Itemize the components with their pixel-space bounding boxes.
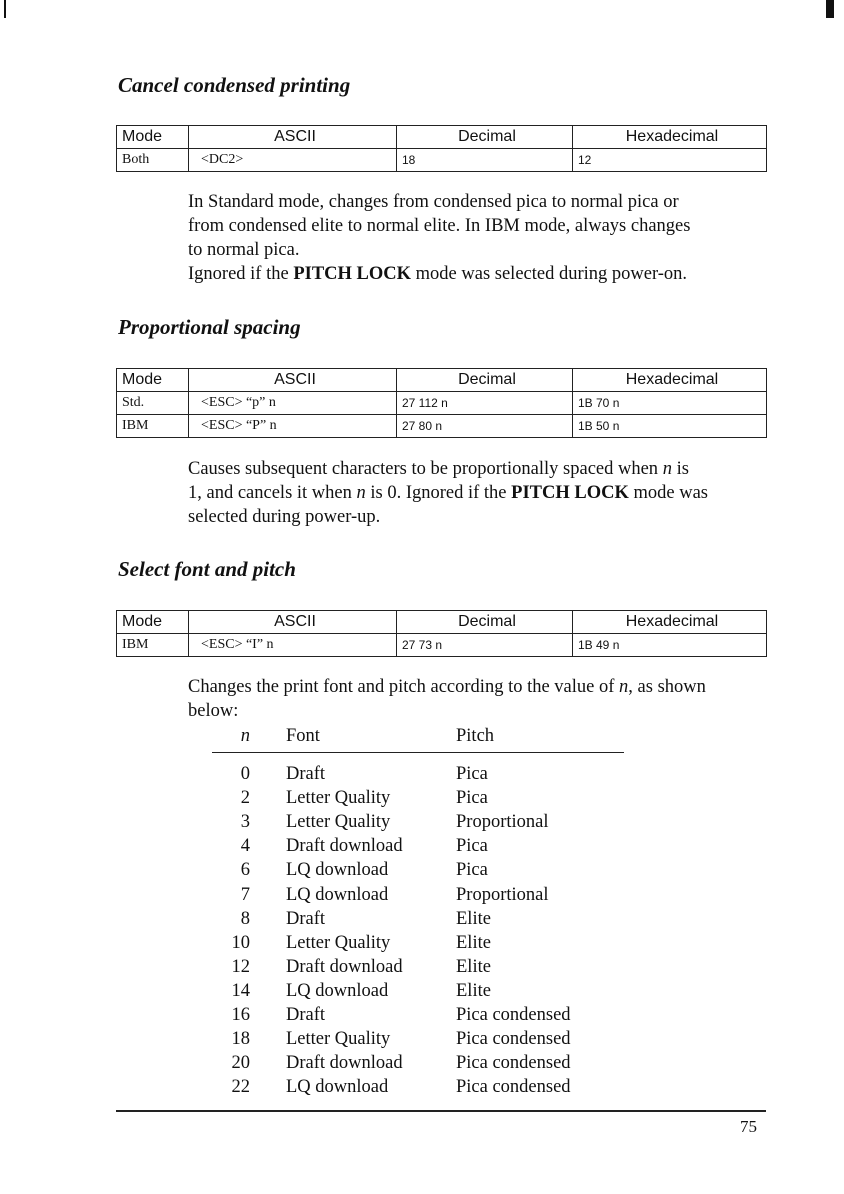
cell-pitch: Elite: [456, 932, 491, 953]
cell-mode: IBM: [117, 415, 189, 438]
crop-mark-right: [826, 0, 834, 18]
page-number: 75: [740, 1117, 757, 1136]
header-mode: Mode: [117, 369, 189, 392]
cell-ascii: <DC2>: [189, 149, 397, 172]
cell-n: 3: [240, 812, 250, 833]
cell-mode: Std.: [117, 392, 189, 415]
cell-font: Draft download: [286, 1053, 403, 1074]
table-header-row: [117, 126, 767, 149]
cell-n: 16: [231, 1005, 250, 1025]
text-line: Changes the print font and pitch according to the value of n, as shown: [188, 677, 706, 697]
cell-font: Letter Quality: [286, 932, 391, 953]
header-pitch: Pitch: [456, 726, 495, 746]
description-select-font-pitch: [188, 675, 768, 723]
cell-n: 10: [231, 932, 250, 953]
cell-decimal: 27 112 n: [397, 392, 573, 415]
cell-pitch: Proportional: [456, 884, 549, 905]
section-title-proportional-spacing: Proportional spacing: [118, 315, 301, 339]
cell-n: 14: [231, 980, 250, 1001]
cell-decimal: 27 80 n: [397, 415, 573, 438]
cell-hexadecimal: 1B 49 n: [573, 634, 767, 657]
crop-mark-left: [4, 0, 6, 18]
text-line: 1, and cancels it when n is 0. Ignored if the PITCH LOCK mode was: [188, 483, 708, 503]
cell-n: 4: [240, 836, 250, 857]
cell-hexadecimal: 1B 50 n: [573, 415, 767, 438]
header-hexadecimal: Hexadecimal: [573, 369, 767, 392]
cell-mode: Both: [117, 149, 189, 172]
header-n: n: [240, 726, 250, 746]
cell-font: Letter Quality: [286, 812, 391, 833]
table-row: [117, 392, 767, 415]
header-ascii: ASCII: [189, 369, 397, 392]
cell-font: Letter Quality: [286, 788, 391, 809]
cell-n: 8: [240, 908, 250, 929]
footer-rule: [116, 1110, 766, 1112]
cell-hexadecimal: 12: [573, 149, 767, 172]
cell-font: LQ download: [286, 1077, 389, 1098]
cell-n: 20: [231, 1053, 250, 1074]
cell-pitch: Pica: [456, 788, 488, 809]
description-proportional-spacing: [188, 457, 768, 529]
pitch-lock-term: PITCH LOCK: [293, 264, 412, 284]
text-line: Ignored if the PITCH LOCK mode was selected during power-on.: [188, 264, 688, 284]
header-mode: Mode: [117, 611, 189, 634]
cell-font: Draft: [286, 764, 326, 784]
header-decimal: Decimal: [397, 611, 573, 634]
cell-ascii: <ESC> “p” n: [189, 392, 397, 415]
text-line: from condensed elite to normal elite. In IBM mode, always changes: [188, 216, 691, 236]
text-line: Causes subsequent characters to be proportionally spaced when n is: [188, 459, 689, 479]
table-header-row: [117, 369, 767, 392]
header-ascii: ASCII: [189, 126, 397, 149]
description-cancel-condensed: [188, 190, 768, 286]
cell-font: LQ download: [286, 884, 389, 905]
cell-hexadecimal: 1B 70 n: [573, 392, 767, 415]
cell-pitch: Pica condensed: [456, 1053, 571, 1074]
cell-font: Draft download: [286, 956, 403, 977]
cell-n: 2: [240, 788, 250, 809]
command-table-proportional-spacing: [116, 368, 767, 438]
header-decimal: Decimal: [397, 126, 573, 149]
section-title-select-font-pitch: Select font and pitch: [118, 557, 296, 581]
cell-pitch: Elite: [456, 956, 491, 977]
cell-mode: IBM: [117, 634, 189, 657]
header-ascii: ASCII: [189, 611, 397, 634]
cell-n: 0: [240, 764, 250, 784]
table-row: [117, 415, 767, 438]
pitch-lock-term: PITCH LOCK: [511, 483, 629, 503]
command-table-cancel-condensed: [116, 125, 767, 172]
text-line: In Standard mode, changes from condensed pica to normal pica or: [188, 192, 679, 212]
cell-n: 7: [240, 884, 250, 905]
cell-font: Draft: [286, 908, 326, 929]
cell-pitch: Pica condensed: [456, 1029, 571, 1050]
cell-pitch: Pica: [456, 764, 488, 784]
table-row: [117, 149, 767, 172]
header-decimal: Decimal: [397, 369, 573, 392]
cell-pitch: Pica condensed: [456, 1077, 571, 1098]
table-row: [117, 634, 767, 657]
cell-pitch: Pica condensed: [456, 1005, 571, 1025]
cell-ascii: <ESC> “I” n: [189, 634, 397, 657]
cell-pitch: Proportional: [456, 812, 549, 833]
cell-pitch: Elite: [456, 980, 491, 1001]
header-hexadecimal: Hexadecimal: [573, 611, 767, 634]
cell-font: Draft download: [286, 836, 403, 857]
cell-font: LQ download: [286, 860, 389, 881]
table-header-row: [117, 611, 767, 634]
cell-font: Letter Quality: [286, 1029, 391, 1050]
text-line: to normal pica.: [188, 240, 300, 260]
cell-n: 12: [231, 956, 250, 977]
cell-decimal: 27 73 n: [397, 634, 573, 657]
text-line: below:: [188, 701, 239, 721]
cell-font: Draft: [286, 1005, 326, 1025]
section-title-cancel-condensed: Cancel condensed printing: [118, 73, 351, 97]
cell-pitch: Pica: [456, 860, 488, 881]
command-table-select-font-pitch: [116, 610, 767, 657]
header-hexadecimal: Hexadecimal: [573, 126, 767, 149]
cell-decimal: 18: [397, 149, 573, 172]
header-font: Font: [286, 726, 320, 746]
cell-ascii: <ESC> “P” n: [189, 415, 397, 438]
cell-n: 6: [240, 860, 250, 881]
text-line: selected during power-up.: [188, 507, 381, 527]
cell-n: 18: [231, 1029, 250, 1050]
cell-pitch: Pica: [456, 836, 488, 857]
font-table-header-rule: [212, 752, 624, 753]
cell-font: LQ download: [286, 980, 389, 1001]
header-mode: Mode: [117, 126, 189, 149]
cell-pitch: Elite: [456, 908, 491, 929]
cell-n: 22: [231, 1077, 250, 1098]
